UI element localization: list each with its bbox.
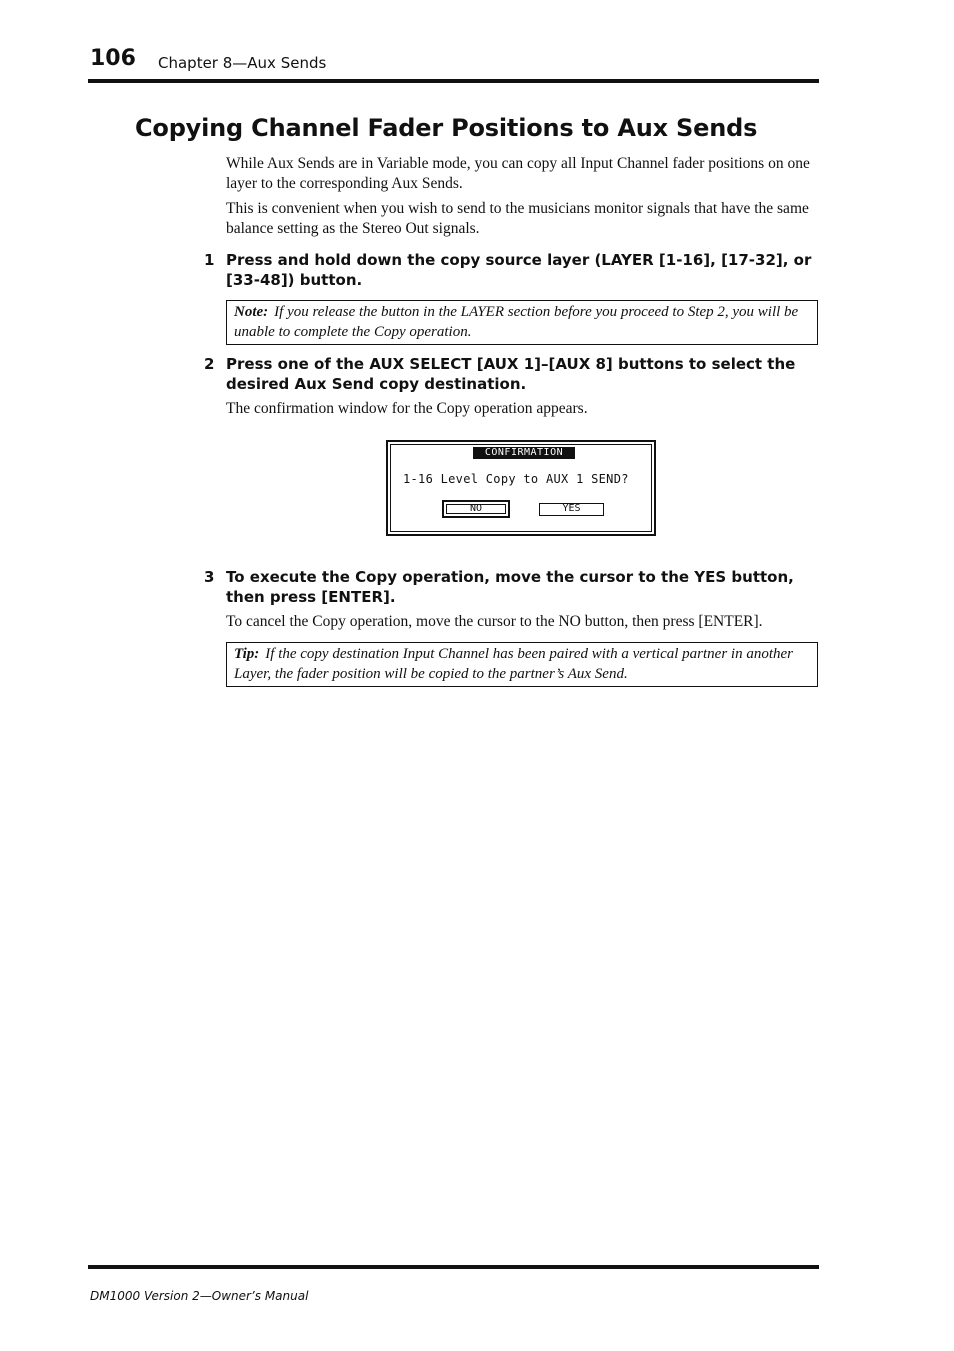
confirmation-window-screenshot bbox=[386, 440, 656, 536]
lcd-message: 1-16 Level Copy to AUX 1 SEND? bbox=[403, 472, 629, 486]
step-text: Press and hold down the copy source layer (LAYER [1-16], [17-32], or [33-48]) button. bbox=[226, 251, 812, 289]
step-text: To execute the Copy operation, move the cursor to the YES button, then press [ENTER]. bbox=[226, 568, 794, 606]
step-2-result: The confirmation window for the Copy operation appears. bbox=[226, 400, 588, 417]
note-text: If you release the button in the LAYER section before you proceed to Step 2, you will be unable to complete the Copy operation. bbox=[234, 304, 799, 340]
step-number: 2 bbox=[204, 355, 215, 373]
tip-text: If the copy destination Input Channel has been paired with a vertical partner in another Layer, the fader position will be copied to the partner’s Aux Send. bbox=[234, 646, 793, 682]
step-3-result: To cancel the Copy operation, move the cursor to the NO button, then press [ENTER]. bbox=[226, 613, 763, 630]
page-number: 106 bbox=[90, 46, 136, 71]
step-number: 3 bbox=[204, 568, 215, 586]
tip-label: Tip: bbox=[234, 646, 260, 662]
chapter-title: Chapter 8—Aux Sends bbox=[158, 54, 327, 72]
note-box bbox=[226, 300, 818, 345]
step-number: 1 bbox=[204, 251, 215, 269]
lcd-title: CONFIRMATION bbox=[473, 447, 575, 459]
lcd-no-button bbox=[442, 500, 510, 518]
lcd-no-label: NO bbox=[446, 504, 506, 514]
lcd-yes-button: YES bbox=[539, 503, 604, 516]
footer-rule bbox=[88, 1265, 819, 1269]
tip-box bbox=[226, 642, 818, 687]
step-text: Press one of the AUX SELECT [AUX 1]–[AUX 8] buttons to select the desired Aux Send copy destination. bbox=[226, 355, 796, 393]
lcd-frame bbox=[390, 444, 652, 532]
section-title: Copying Channel Fader Positions to Aux Sends bbox=[135, 114, 758, 142]
footer-manual-title: DM1000 Version 2—Owner’s Manual bbox=[90, 1289, 309, 1303]
intro-paragraph-2: This is convenient when you wish to send to the musicians monitor signals that have the same balance setting as the Stereo Out signals. bbox=[226, 200, 809, 237]
header-rule bbox=[88, 79, 819, 83]
intro-paragraph-1: While Aux Sends are in Variable mode, you can copy all Input Channel fader positions on one layer to the corresponding Aux Sends. bbox=[226, 155, 810, 192]
note-label: Note: bbox=[234, 304, 269, 320]
